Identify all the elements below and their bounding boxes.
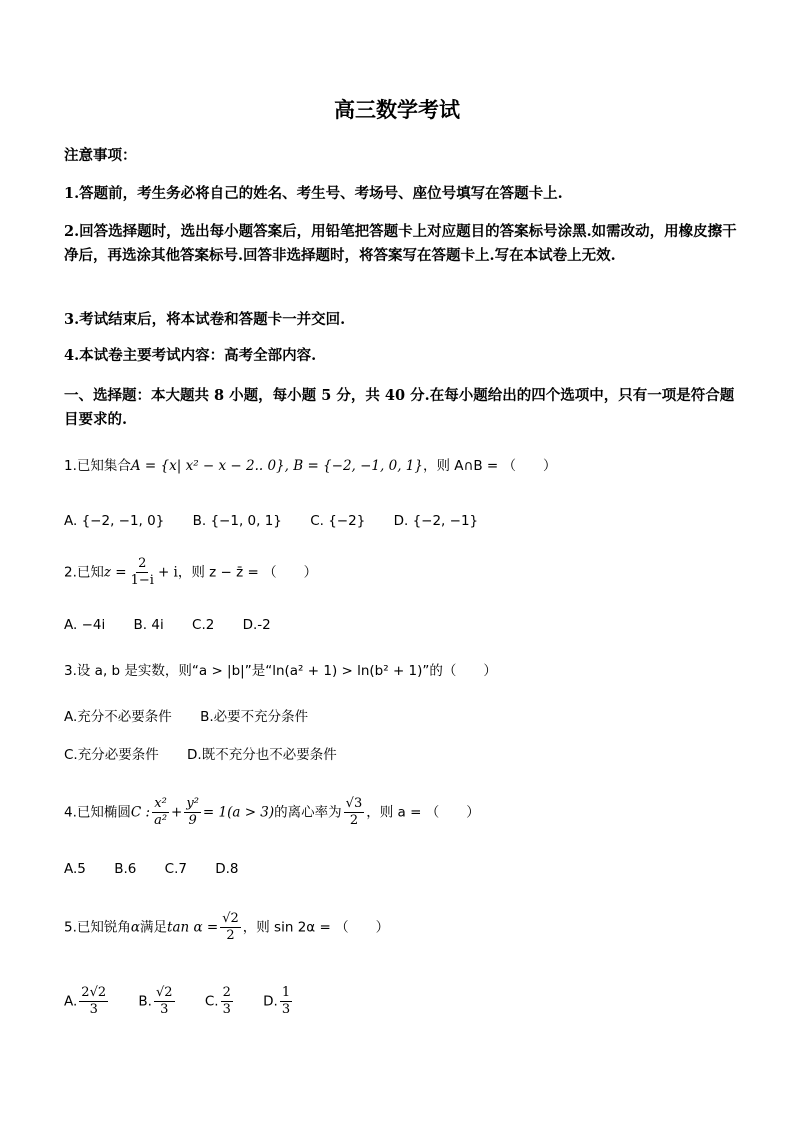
q4-prefix: 4.已知椭圆 (64, 804, 131, 821)
question-2 (64, 556, 317, 589)
q1-suffix: ，则 A∩B = （ ） (422, 458, 557, 474)
q3-option-c: C.充分必要条件 (64, 747, 159, 763)
q4-mid: 的离心率为 (274, 804, 342, 821)
q5-option-d-label: D. (263, 993, 278, 1010)
q2-plus-i: + i (157, 564, 178, 581)
q5-option-a-den: 3 (89, 1002, 98, 1017)
question-3: 3.设 a, b 是实数，则“a > |b|”是“ln(a² + 1) > ln(b² + 1)”的（ ） (64, 663, 497, 679)
q5-option-b (138, 985, 176, 1018)
q5-prefix: 5.已知锐角 (64, 919, 131, 936)
q1-set-b: , B = {−2, −1, 0, 1} (284, 458, 423, 474)
q4-suffix: ，则 a = （ ） (366, 804, 480, 821)
q5-option-b-fraction (154, 985, 175, 1018)
q5-option-d (263, 985, 294, 1018)
q1-options (64, 511, 502, 531)
q4-eq-cond: = 1(a > 3) (202, 804, 275, 821)
q4-option-c: C.7 (164, 861, 187, 877)
question-4 (64, 796, 480, 829)
q2-option-c: C.2 (192, 617, 215, 633)
q2-prefix: 2.已知 (64, 564, 104, 581)
q5-option-b-label: B. (138, 993, 152, 1010)
q4-e-num: √3 (345, 796, 363, 811)
q2-suffix: ，则 z − z̄ = （ ） (177, 564, 318, 581)
q4-fraction-y (184, 796, 201, 829)
q2-option-b: B. 4i (133, 617, 164, 633)
q5-option-d-den: 3 (281, 1002, 291, 1017)
q4-f1-num: x² (154, 796, 167, 811)
notice-item-2: 2.回答选择题时，选出每小题答案后，用铅笔把答题卡上对应题目的答案标号涂黑.如需改动，用橡皮擦干净后，再选涂其他答案标号.回答非选择题时，将答案写在答题卡上.写在本试卷上无效. (64, 223, 737, 264)
q1-prefix: 1.已知集合 (64, 458, 131, 474)
q3-option-b: B.必要不充分条件 (200, 709, 309, 725)
q5-option-b-num: √2 (155, 985, 173, 1000)
q1-option-b: B. {−1, 0, 1} (192, 513, 282, 529)
q2-frac-num: 2 (138, 556, 147, 571)
q4-fraction-x (152, 796, 169, 829)
q5-fraction-tan (220, 911, 241, 944)
q1-option-a: A. {−2, −1, 0} (64, 513, 165, 529)
q5-option-c-den: 3 (222, 1002, 231, 1017)
q5-t-den: 2 (226, 928, 235, 943)
q5-suffix: ，则 sin 2α = （ ） (242, 919, 390, 936)
q4-fraction-e (344, 796, 365, 829)
q3-options-row-1 (64, 707, 332, 727)
notice-item-3: 3.考试结束后，将本试卷和答题卡一并交回. (64, 311, 346, 328)
q1-option-c: C. {−2} (310, 513, 366, 529)
notice-item-4: 4.本试卷主要考试内容：高考全部内容. (64, 347, 317, 364)
q5-option-d-fraction (280, 985, 292, 1018)
q4-e-den: 2 (349, 813, 359, 828)
q5-option-a-num: 2√2 (81, 985, 107, 1000)
q4-f2-num: y² (186, 796, 199, 811)
q5-tan: tan α = (167, 919, 219, 936)
q5-option-d-num: 1 (281, 985, 291, 1000)
q4-option-a: A.5 (64, 861, 86, 877)
q4-options (64, 859, 263, 879)
q4-option-d: D.8 (215, 861, 239, 877)
section-heading: 一、选择题：本大题共 8 小题，每小题 5 分，共 40 分.在每小题给出的四个选项中，只有一项是符合题目要求的. (64, 387, 735, 428)
q5-mid: 满足 (140, 919, 168, 936)
notice-item-1: 1.答题前，考生务必将自己的姓名、考生号、考场号、座位号填写在答题卡上. (64, 185, 563, 202)
q3-option-a: A.充分不必要条件 (64, 709, 172, 725)
q5-option-a-fraction (79, 985, 108, 1018)
q3-option-d: D.既不充分也不必要条件 (187, 747, 337, 763)
q5-option-a (64, 985, 110, 1018)
q4-c-label: C : (130, 804, 151, 821)
q1-set-a: A = {x| x² − x − 2.. 0} (130, 458, 285, 474)
q5-option-c-fraction (221, 985, 233, 1018)
q2-fraction (129, 556, 156, 589)
q4-plus: + (171, 804, 183, 821)
q2-option-d: D.-2 (242, 617, 271, 633)
q4-f2-den: 9 (188, 813, 197, 828)
q5-option-c (205, 985, 235, 1018)
q3-options-row-2 (64, 745, 361, 765)
q2-option-a: A. −4i (64, 617, 106, 633)
q4-f1-den: a² (154, 813, 168, 828)
q5-option-b-den: 3 (160, 1002, 169, 1017)
q2-frac-den: 1−i (130, 573, 154, 588)
q5-options (64, 985, 318, 1018)
q2-options (64, 615, 295, 635)
q5-alpha: α (130, 919, 141, 936)
q5-option-c-num: 2 (222, 985, 231, 1000)
question-1 (64, 456, 557, 476)
q4-option-b: B.6 (114, 861, 137, 877)
page-title: 高三数学考试 (334, 97, 460, 122)
q2-z-eq: z = (103, 564, 127, 581)
q1-option-d: D. {−2, −1} (393, 513, 479, 529)
q5-option-c-label: C. (204, 993, 219, 1010)
q5-t-num: √2 (222, 911, 239, 926)
q5-option-a-label: A. (64, 993, 78, 1010)
question-5 (64, 911, 389, 944)
notice-heading: 注意事项： (64, 147, 137, 164)
